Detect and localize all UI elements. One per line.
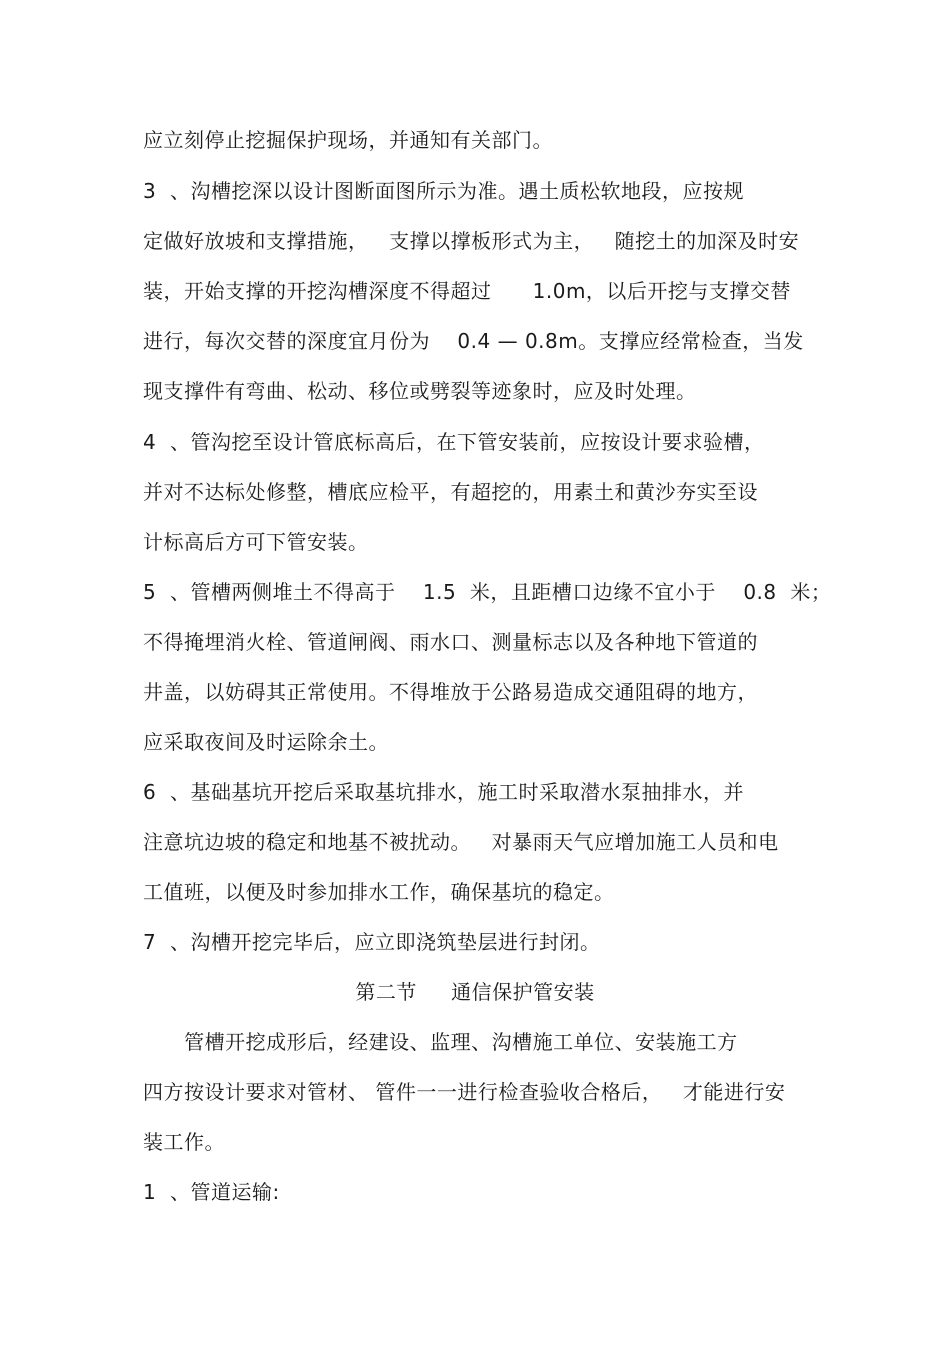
text-line: 应采取夜间及时运除余土。 (143, 730, 389, 754)
text-line: 3 、沟槽挖深以设计图断面图所示为准。遇土质松软地段，应按规 (143, 179, 744, 203)
text-line: 应立刻停止挖掘保护现场，并通知有关部门。 (143, 128, 553, 152)
text-line: 四方按设计要求对管材、 管件一一进行检查验收合格后， 才能进行安 (143, 1080, 786, 1104)
text-line: 4 、管沟挖至设计管底标高后，在下管安装前，应按设计要求验槽， (143, 430, 765, 454)
text-line: 1 、管道运输: (143, 1180, 280, 1204)
text-line: 5 、管槽两侧堆土不得高于 1.5 米，且距槽口边缘不宜小于 0.8 米； (143, 580, 832, 604)
text-line: 不得掩埋消火栓、管道闸阀、雨水口、测量标志以及各种地下管道的 (143, 630, 758, 654)
text-line: 装，开始支撑的开挖沟槽深度不得超过 1.0m，以后开挖与支撑交替 (143, 279, 791, 303)
text-line: 进行，每次交替的深度宜月份为 0.4 — 0.8m。支撑应经常检查，当发 (143, 329, 804, 353)
text-line: 管槽开挖成形后，经建设、监理、沟槽施工单位、安装施工方 (143, 1030, 738, 1054)
section-heading: 第二节 通信保护管安装 (355, 980, 595, 1004)
text-line: 井盖，以妨碍其正常使用。不得堆放于公路易造成交通阻碍的地方， (143, 680, 758, 704)
text-line: 现支撑件有弯曲、松动、移位或劈裂等迹象时，应及时处理。 (143, 379, 697, 403)
text-line: 6 、基础基坑开挖后采取基坑排水，施工时采取潜水泵抽排水，并 (143, 780, 744, 804)
text-line: 计标高后方可下管安装。 (143, 530, 369, 554)
text-line: 并对不达标处修整，槽底应检平，有超挖的，用素土和黄沙夯实至设 (143, 480, 758, 504)
text-line: 注意坑边坡的稳定和地基不被扰动。 对暴雨天气应增加施工人员和电 (143, 830, 779, 854)
text-line: 7 、沟槽开挖完毕后，应立即浇筑垫层进行封闭。 (143, 930, 601, 954)
text-line: 工值班，以便及时参加排水工作，确保基坑的稳定。 (143, 880, 615, 904)
text-line: 定做好放坡和支撑措施， 支撑以撑板形式为主， 随挖土的加深及时安 (143, 229, 800, 253)
text-line: 装工作。 (143, 1130, 225, 1154)
